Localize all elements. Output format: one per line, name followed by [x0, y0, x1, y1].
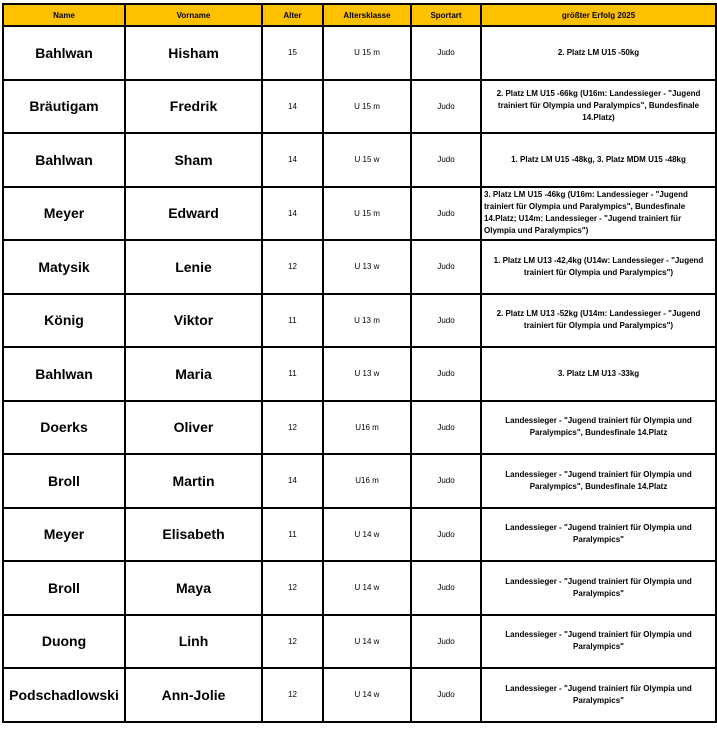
cell-vorname: Sham	[125, 133, 262, 187]
table-row	[3, 668, 716, 722]
cell-erfolg: Landessieger - "Jugend trainiert für Olympia und Paralympics"	[481, 508, 716, 562]
cell-name: Duong	[3, 615, 125, 669]
table-row	[3, 401, 716, 455]
header-erfolg: größter Erfolg 2025	[481, 4, 716, 26]
cell-sportart: Judo	[411, 187, 481, 241]
cell-sportart: Judo	[411, 347, 481, 401]
cell-name: Doerks	[3, 401, 125, 455]
cell-sportart: Judo	[411, 294, 481, 348]
cell-altersklasse: U 13 m	[323, 294, 411, 348]
header-name: Name	[3, 4, 125, 26]
cell-vorname: Hisham	[125, 26, 262, 80]
cell-erfolg: Landessieger - "Jugend trainiert für Olympia und Paralympics"	[481, 561, 716, 615]
cell-name: Meyer	[3, 508, 125, 562]
cell-alter: 12	[262, 668, 323, 722]
table-row	[3, 187, 716, 241]
athletes-table	[2, 3, 717, 723]
header-alter: Alter	[262, 4, 323, 26]
cell-altersklasse: U 14 w	[323, 508, 411, 562]
cell-name: Bahlwan	[3, 347, 125, 401]
cell-vorname: Ann-Jolie	[125, 668, 262, 722]
cell-vorname: Fredrik	[125, 80, 262, 134]
table-row	[3, 26, 716, 80]
cell-name: Podschadlowski	[3, 668, 125, 722]
cell-altersklasse: U16 m	[323, 454, 411, 508]
table-body	[3, 26, 716, 722]
cell-sportart: Judo	[411, 401, 481, 455]
cell-vorname: Linh	[125, 615, 262, 669]
cell-sportart: Judo	[411, 133, 481, 187]
cell-erfolg: 3. Platz LM U13 -33kg	[481, 347, 716, 401]
cell-vorname: Oliver	[125, 401, 262, 455]
table-row	[3, 294, 716, 348]
cell-sportart: Judo	[411, 615, 481, 669]
cell-vorname: Maya	[125, 561, 262, 615]
cell-name: Broll	[3, 454, 125, 508]
cell-altersklasse: U 13 w	[323, 240, 411, 294]
cell-alter: 11	[262, 508, 323, 562]
cell-name: Matysik	[3, 240, 125, 294]
cell-vorname: Maria	[125, 347, 262, 401]
table-row	[3, 508, 716, 562]
cell-erfolg: Landessieger - "Jugend trainiert für Olympia und Paralympics"	[481, 615, 716, 669]
cell-erfolg: 2. Platz LM U13 -52kg (U14m: Landessieger - "Jugend trainiert für Olympia und Paralympics")	[481, 294, 716, 348]
cell-vorname: Martin	[125, 454, 262, 508]
cell-sportart: Judo	[411, 561, 481, 615]
cell-alter: 14	[262, 187, 323, 241]
cell-altersklasse: U 14 w	[323, 615, 411, 669]
cell-vorname: Edward	[125, 187, 262, 241]
cell-alter: 14	[262, 454, 323, 508]
cell-alter: 12	[262, 561, 323, 615]
cell-alter: 12	[262, 401, 323, 455]
table-row	[3, 347, 716, 401]
table-row	[3, 240, 716, 294]
cell-erfolg: Landessieger - "Jugend trainiert für Olympia und Paralympics"	[481, 668, 716, 722]
cell-sportart: Judo	[411, 508, 481, 562]
table-row	[3, 133, 716, 187]
cell-altersklasse: U16 m	[323, 401, 411, 455]
cell-alter: 11	[262, 294, 323, 348]
cell-erfolg: Landessieger - "Jugend trainiert für Olympia und Paralympics", Bundesfinale 14.Platz	[481, 454, 716, 508]
cell-sportart: Judo	[411, 26, 481, 80]
header-row	[3, 4, 716, 26]
table-row	[3, 454, 716, 508]
cell-altersklasse: U 15 m	[323, 80, 411, 134]
cell-erfolg: 2. Platz LM U15 -66kg (U16m: Landessieger - "Jugend trainiert für Olympia und Paralympics", Bundesfinale 14.Platz)	[481, 80, 716, 134]
cell-name: König	[3, 294, 125, 348]
cell-sportart: Judo	[411, 454, 481, 508]
cell-vorname: Viktor	[125, 294, 262, 348]
cell-sportart: Judo	[411, 240, 481, 294]
cell-erfolg: Landessieger - "Jugend trainiert für Olympia und Paralympics", Bundesfinale 14.Platz	[481, 401, 716, 455]
cell-erfolg: 1. Platz LM U13 -42,4kg (U14w: Landessieger - "Jugend trainiert für Olympia und Paralympics")	[481, 240, 716, 294]
header-vorname: Vorname	[125, 4, 262, 26]
cell-vorname: Elisabeth	[125, 508, 262, 562]
header-sportart: Sportart	[411, 4, 481, 26]
cell-altersklasse: U 13 w	[323, 347, 411, 401]
cell-name: Bahlwan	[3, 133, 125, 187]
cell-name: Bahlwan	[3, 26, 125, 80]
table-row	[3, 561, 716, 615]
cell-erfolg: 1. Platz LM U15 -48kg, 3. Platz MDM U15 -48kg	[481, 133, 716, 187]
cell-alter: 14	[262, 80, 323, 134]
cell-sportart: Judo	[411, 668, 481, 722]
cell-name: Bräutigam	[3, 80, 125, 134]
cell-erfolg: 2. Platz LM U15 -50kg	[481, 26, 716, 80]
cell-alter: 12	[262, 615, 323, 669]
header-altersklasse: Altersklasse	[323, 4, 411, 26]
cell-altersklasse: U 15 w	[323, 133, 411, 187]
cell-altersklasse: U 14 w	[323, 561, 411, 615]
table-row	[3, 615, 716, 669]
cell-alter: 11	[262, 347, 323, 401]
cell-name: Broll	[3, 561, 125, 615]
cell-erfolg: 3. Platz LM U15 -46kg (U16m: Landessieger - "Jugend trainiert für Olympia und Paralympics", Bundesfinale 14.Platz; U14m: Landessieger - "Jugend trainiert für Olympia und Paralympics")	[481, 187, 716, 241]
cell-name: Meyer	[3, 187, 125, 241]
cell-altersklasse: U 15 m	[323, 26, 411, 80]
cell-altersklasse: U 15 m	[323, 187, 411, 241]
table-row	[3, 80, 716, 134]
cell-alter: 14	[262, 133, 323, 187]
cell-sportart: Judo	[411, 80, 481, 134]
cell-alter: 12	[262, 240, 323, 294]
cell-altersklasse: U 14 w	[323, 668, 411, 722]
cell-alter: 15	[262, 26, 323, 80]
cell-vorname: Lenie	[125, 240, 262, 294]
